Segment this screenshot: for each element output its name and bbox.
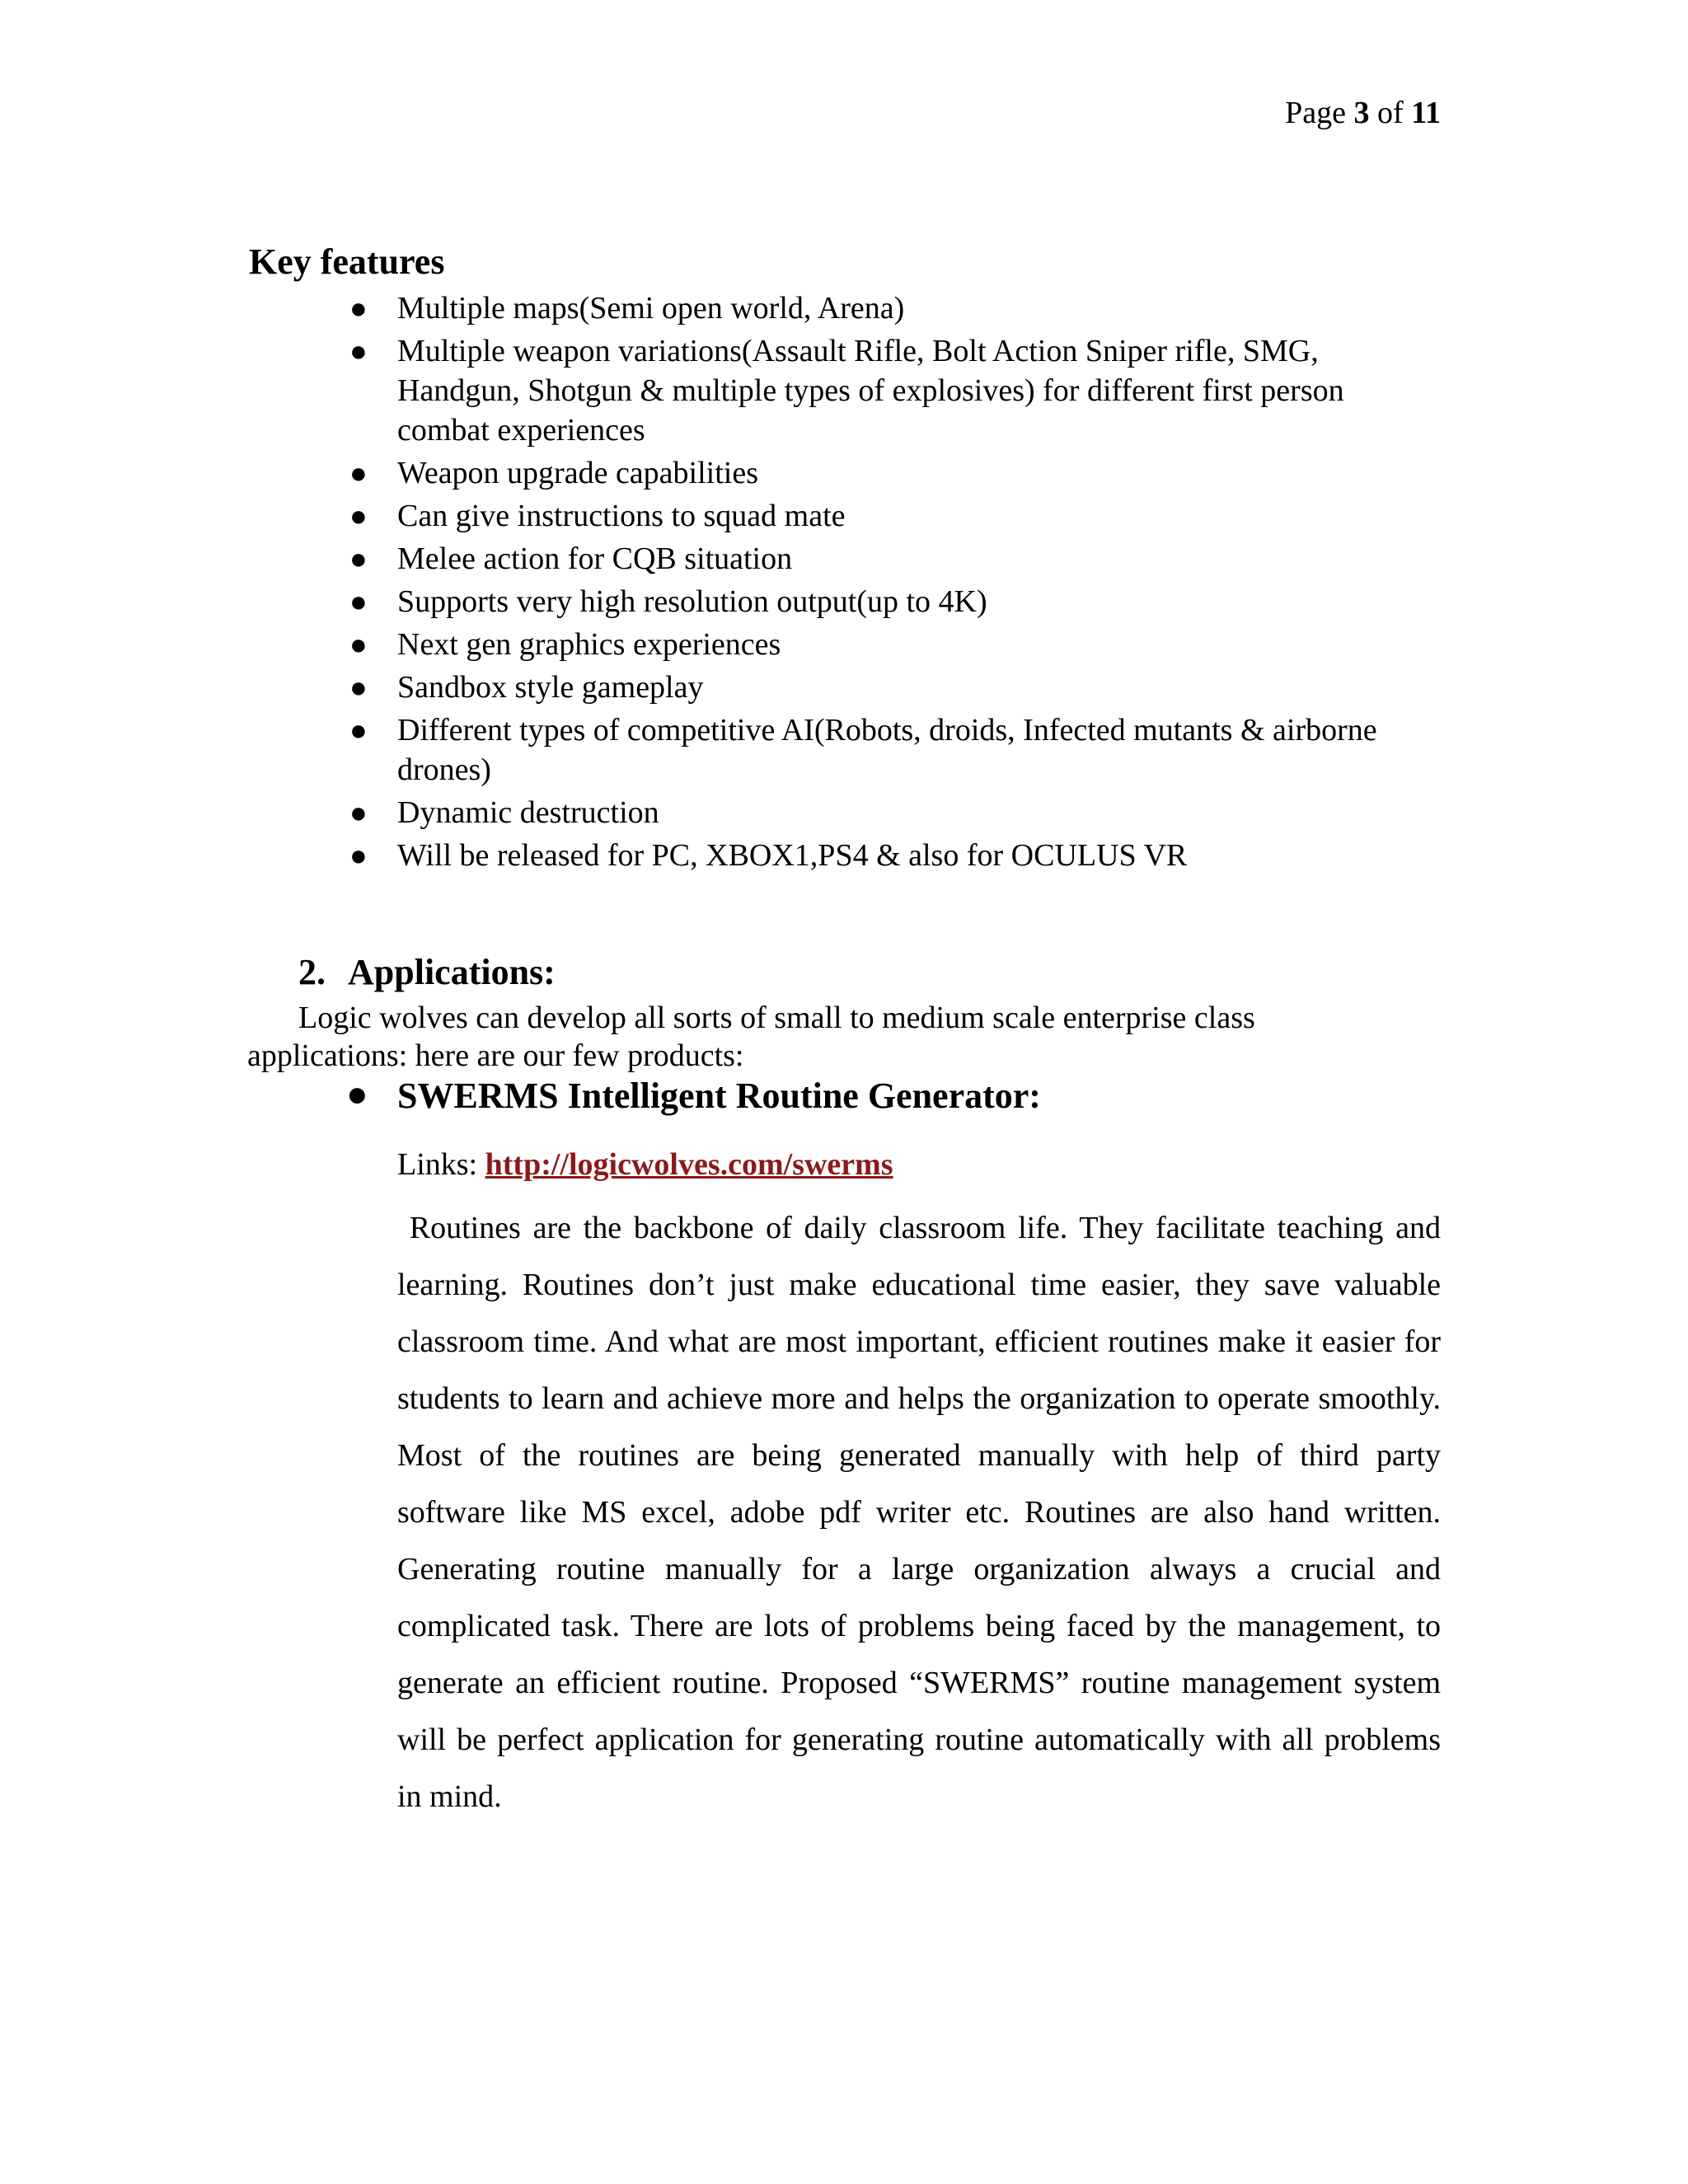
feature-text: Different types of competitive AI(Robots, droids, Infected mutants & airborne drones): [397, 713, 1377, 787]
feature-text: Weapon upgrade capabilities: [397, 456, 758, 490]
bullet-icon: ●: [349, 796, 368, 829]
page-number-total: 11: [1411, 96, 1441, 130]
applications-intro: Logic wolves can develop all sorts of small to medium scale enterprise class applications: here are our few products:: [247, 1001, 1255, 1073]
key-features-heading: Key features: [249, 241, 445, 282]
bullet-icon: ●: [349, 499, 368, 532]
feature-item: [0, 793, 1688, 832]
bullet-icon: ●: [349, 335, 368, 368]
bullet-icon: ●: [349, 628, 368, 661]
applications-heading: [298, 954, 556, 991]
applications-title: Applications:: [348, 952, 556, 992]
feature-item: [0, 539, 1688, 579]
feature-item: [0, 582, 1688, 621]
bullet-icon: ●: [349, 457, 368, 490]
feature-item: [0, 496, 1688, 536]
key-features-list: [0, 288, 1688, 879]
feature-text: Can give instructions to squad mate: [397, 499, 846, 533]
feature-item: [0, 331, 1688, 450]
feature-text: Dynamic destruction: [397, 795, 659, 830]
product-links: [397, 1149, 893, 1180]
feature-item: [0, 668, 1688, 707]
feature-text: Sandbox style gameplay: [397, 670, 704, 705]
product-description: [397, 1200, 1441, 1825]
feature-item: [0, 836, 1688, 875]
bullet-icon: ●: [349, 292, 368, 325]
page-number: [1285, 97, 1441, 129]
applications-number: 2.: [298, 952, 326, 992]
product-description-text: Routines are the backbone of daily classroom life. They facilitate teaching and learning. Routines don’t just make educational time easier, they save valuable classroom time. And what are most important, efficient routines make it easier for students to learn and achieve more and helps the organization to operate smoothly. Most of the routines are being generated manually with help of third party software like MS excel, adobe pdf writer etc. Routines are also hand written. Generating routine manually for a large organization always a crucial and complicated task. There are lots of problems being faced by the management, to generate an efficient routine. Proposed “SWERMS” routine management system will be perfect application for generating routine automatically with all problems in mind.: [397, 1211, 1441, 1814]
feature-item: [0, 710, 1688, 790]
feature-text: Will be released for PC, XBOX1,PS4 & also for OCULUS VR: [397, 838, 1188, 873]
page-number-prefix: Page: [1285, 96, 1354, 130]
links-label: Links:: [397, 1147, 485, 1182]
page-number-current: 3: [1353, 96, 1370, 130]
feature-text: Multiple weapon variations(Assault Rifle, Bolt Action Sniper rifle, SMG, Handgun, Shotgun & multiple types of explosives) for different first person combat experiences: [397, 334, 1344, 448]
bullet-icon: ●: [349, 671, 368, 704]
bullet-icon: ●: [349, 585, 368, 618]
bullet-icon: ●: [349, 542, 368, 575]
feature-text: Melee action for CQB situation: [397, 541, 793, 576]
bullet-icon: ●: [346, 1074, 368, 1114]
feature-text: Next gen graphics experiences: [397, 627, 781, 662]
bullet-icon: ●: [349, 714, 368, 747]
product-title: SWERMS Intelligent Routine Generator:: [397, 1076, 1041, 1116]
feature-text: Multiple maps(Semi open world, Arena): [397, 291, 905, 326]
swerms-link[interactable]: http://logicwolves.com/swerms: [485, 1147, 893, 1182]
page-number-separator: of: [1369, 96, 1412, 130]
feature-item: [0, 288, 1688, 328]
feature-text: Supports very high resolution output(up to 4K): [397, 584, 987, 619]
bullet-icon: ●: [349, 839, 368, 872]
feature-item: [0, 625, 1688, 664]
feature-item: [0, 453, 1688, 493]
